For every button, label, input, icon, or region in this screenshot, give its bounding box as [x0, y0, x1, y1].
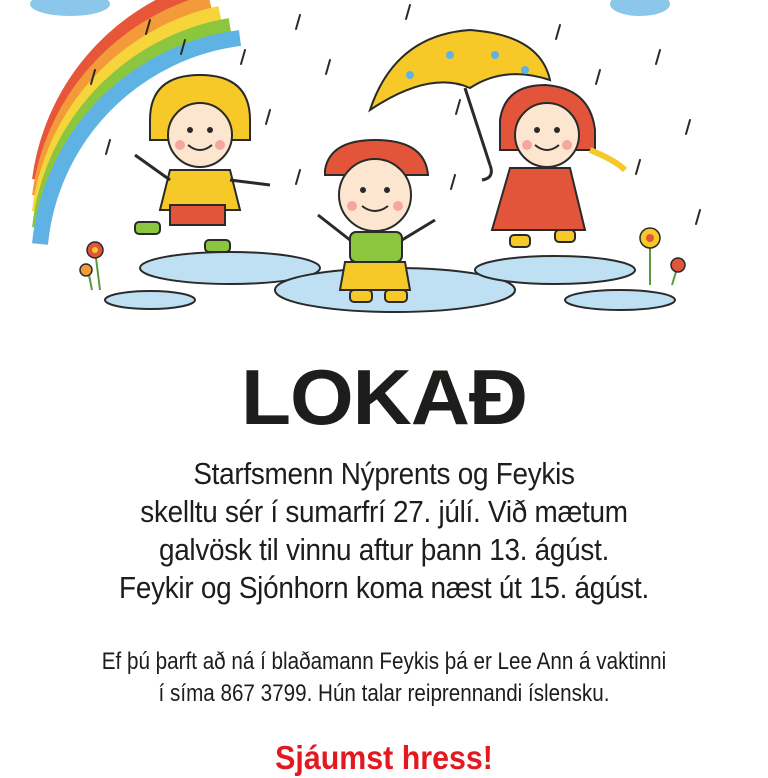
announcement-line: Starfsmenn Nýprents og Feykis	[193, 456, 575, 491]
announcement-paragraph	[0, 455, 768, 607]
flower-icon	[640, 228, 685, 285]
cloud-icon	[30, 0, 670, 16]
announcement-line: skelltu sér í sumarfrí 27. júlí. Við mætum	[140, 494, 628, 529]
announcement-line: galvösk til vinnu aftur þann 13. ágúst.	[158, 532, 610, 567]
child-icon	[135, 75, 270, 252]
announcement-line: Feykir og Sjónhorn koma næst út 15. ágúst.	[119, 570, 649, 605]
rainy-day-illustration	[0, 0, 768, 335]
signoff-text: Sjáumst hress!	[275, 739, 493, 776]
child-icon	[492, 85, 625, 247]
page-title: LOKAÐ	[241, 353, 527, 441]
contact-paragraph	[0, 646, 768, 710]
flower-icon	[80, 242, 103, 290]
contact-line: Ef þú þarft að ná í blaðamann Feykis þá er Lee Ann á vaktinni	[101, 648, 667, 675]
contact-line: í síma 867 3799. Hún talar reiprennandi íslensku.	[158, 680, 610, 707]
